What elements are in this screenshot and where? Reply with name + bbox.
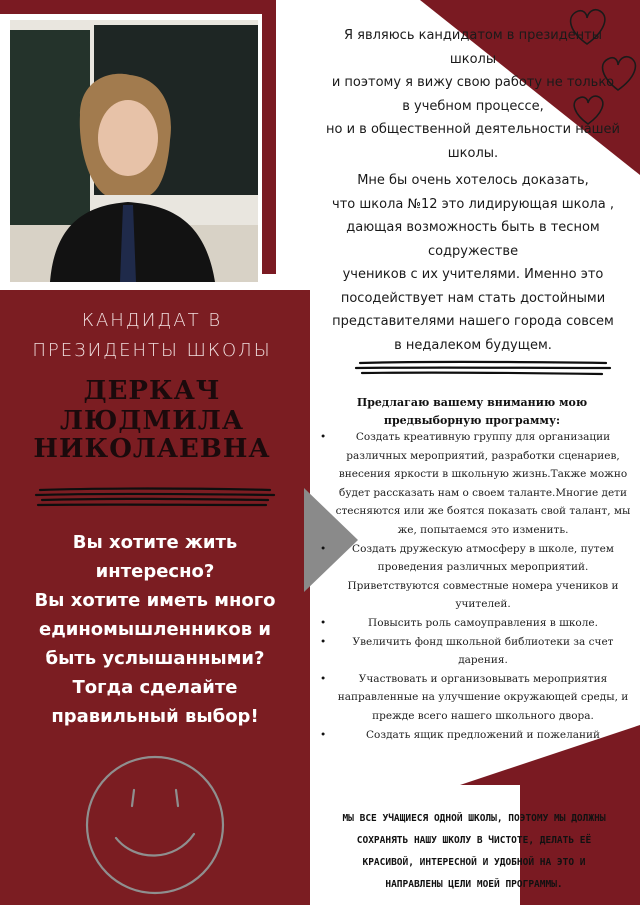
pitch-text — [6, 528, 304, 731]
intro-line: содружестве — [427, 243, 519, 259]
intro-line: что школа №12 это лидирующая школа , — [332, 196, 614, 212]
candidate-name-last: НИКОЛАЕВНА — [33, 434, 271, 464]
closing-statement — [316, 808, 632, 896]
candidate-title-line2: ПРЕЗИДЕНТЫ ШКОЛЫ — [32, 340, 272, 361]
program-title — [330, 394, 614, 430]
program-item: • Создать дружескую атмосферу в школе, путем проведения различных мероприятий. Приветствуются совместные номера учеников и учителей. — [320, 540, 632, 614]
intro-line: в учебном процессе, — [402, 98, 544, 114]
closing-line: НАПРАВЛЕНЫ ЦЕЛИ МОЕЙ ПРОГРАММЫ. — [385, 879, 563, 890]
pitch-line: правильный выбор! — [51, 706, 259, 727]
program-title-line2: предвыборную программу: — [383, 414, 561, 427]
program-title-line1: Предлагаю вашему вниманию мою — [356, 396, 588, 409]
program-list — [320, 428, 632, 744]
frame-top — [0, 0, 276, 14]
intro-line: но и в общественной деятельности нашей — [326, 122, 620, 137]
candidate-name-first: ДЕРКАЧ ЛЮДМИЛА — [59, 376, 245, 436]
intro-line: в недалеком будущем. — [394, 337, 552, 353]
pitch-line: быть услышанными? — [45, 648, 265, 669]
intro-line: и поэтому я вижу свою работу не только — [331, 75, 615, 90]
program-item: • Увеличить фонд школьной библиотеки за счет дарения. — [320, 633, 632, 670]
pitch-line: единомышленников и — [39, 619, 271, 640]
intro-text — [306, 24, 640, 357]
pitch-line: Вы хотите жить — [72, 532, 238, 553]
program-item: • Повысить роль самоуправления в школе. — [320, 614, 632, 633]
pitch-line: интересно? — [95, 561, 215, 582]
program-item: • Создать ящик предложений и пожеланий — [320, 726, 632, 745]
candidate-portrait-icon — [10, 20, 258, 282]
closing-line: СОХРАНЯТЬ НАШУ ШКОЛУ В ЧИСТОТЕ, ДЕЛАТЬ ЕЁ — [356, 835, 592, 846]
frame-right — [262, 0, 276, 274]
intro-line: Мне бы очень хотелось доказать, — [357, 173, 589, 188]
candidate-title — [0, 306, 304, 366]
smiley-face-icon — [80, 750, 230, 900]
candidate-title-line1: КАНДИДАТ В — [81, 310, 223, 331]
pitch-line: Вы хотите иметь много — [34, 590, 276, 611]
intro-line: учеников с их учителями. Именно это — [342, 267, 604, 282]
intro-line: дающая возможность быть в тесном — [346, 220, 600, 235]
program-item: • Участвовать и организовывать мероприятия направленные на улучшение окружающей среды, и прежде всего нашего школьного двора. — [320, 670, 632, 726]
intro-line: школы — [449, 51, 497, 67]
intro-line: школы. — [447, 145, 499, 161]
closing-line: КРАСИВОЙ, ИНТЕРЕСНОЙ И УДОБНОЙ НА ЭТО И — [362, 857, 586, 868]
scribble-divider-right — [352, 358, 614, 380]
intro-line: посодействует нам стать достойными — [340, 290, 606, 306]
candidate-photo — [10, 20, 258, 282]
closing-line: МЫ ВСЕ УЧАЩИЕСЯ ОДНОЙ ШКОЛЫ, ПОЭТОМУ МЫ ДОЛЖНЫ — [342, 813, 606, 824]
intro-line: представителями нашего города совсем — [332, 314, 614, 329]
scribble-divider-left — [30, 484, 280, 514]
program-item: • Создать креативную группу для организации различных мероприятий, разработки сценариев, внесения яркости в школьную жизнь.Также можно будет рассказать нам о своем таланте.Многие дети стесняются или же боятся показать свой талант, мы же, попытаемся это изменить. — [320, 428, 632, 540]
intro-line: Я являюсь кандидатом в президенты — [343, 28, 603, 43]
pitch-line: Тогда сделайте — [72, 677, 238, 698]
